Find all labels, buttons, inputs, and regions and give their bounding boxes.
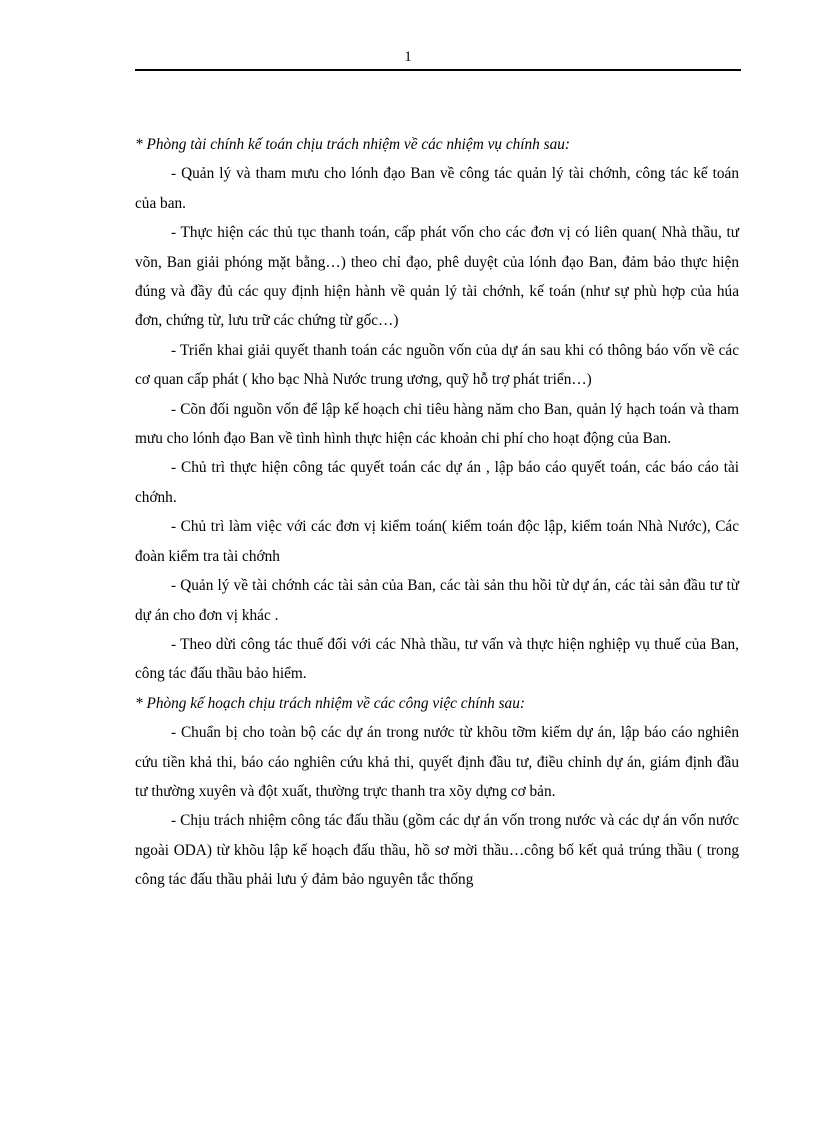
- header-rule: [135, 69, 741, 71]
- paragraph: - Chuẩn bị cho toàn bộ các dự án trong nước từ khõu tỡm kiếm dự án, lập báo cáo nghiên cứu tiền khả thi, báo cáo nghiên cứu khả thi, quyết định đầu tư, điều chỉnh dự án, giám định đầu tư thường xuyên và đột xuất, thường trực thanh tra xõy dựng cơ bản.: [135, 724, 739, 800]
- paragraph: - Chủ trì làm việc với các đơn vị kiểm toán( kiểm toán độc lập, kiểm toán Nhà Nước), Các đoàn kiểm tra tài chớnh: [135, 518, 739, 565]
- page-number: 1: [404, 49, 412, 65]
- paragraph: - Theo dừi công tác thuế đối với các Nhà thầu, tư vấn và thực hiện nghiệp vụ thuế của Ban, công tác đấu thầu bảo hiểm.: [135, 635, 739, 683]
- paragraph: - Cõn đối nguồn vốn để lập kế hoạch chi tiêu hàng năm cho Ban, quản lý hạch toán và tham mưu cho lónh đạo Ban về tình hình thực hiện các khoản chi phí cho hoạt động của Ban.: [135, 400, 739, 448]
- paragraph: - Chịu trách nhiệm công tác đấu thầu (gồm các dự án vốn trong nước và các dự án vốn nước ngoài ODA) từ khõu lập kế hoạch đấu thầu, hồ sơ mời thầu…công bố kết quả trúng thầu ( trong công tác đấu thầu phải lưu ý đảm bảo nguyên tắc thống: [135, 812, 739, 889]
- section-heading-planning: * Phòng kế hoạch chịu trách nhiệm về các công việc chính sau:: [135, 694, 525, 712]
- paragraph: - Quản lý về tài chớnh các tài sản của Ban, các tài sản thu hồi từ dự án, các tài sản đầu tư từ dự án cho đơn vị khác .: [135, 577, 739, 624]
- document-body: [135, 130, 739, 895]
- paragraph: - Thực hiện các thủ tục thanh toán, cấp phát vốn cho các đơn vị có liên quan( Nhà thầu, tư võn, Ban giải phóng mặt bằng…) theo chỉ đạo, phê duyệt của lónh đạo Ban, đảm bảo thực hiện đúng và đầy đủ các quy định hiện hành về quản lý tài chớnh, kế toán (như sự phù hợp của húa đơn, chứng từ, lưu trữ các chứng từ gốc…): [135, 224, 739, 330]
- section-heading-finance: * Phòng tài chính kế toán chịu trách nhiệm về các nhiệm vụ chính sau:: [135, 136, 570, 153]
- paragraph: - Quản lý và tham mưu cho lónh đạo Ban về công tác quản lý tài chớnh, công tác kế toán của ban.: [135, 165, 739, 212]
- paragraph: - Triển khai giải quyết thanh toán các nguồn vốn của dự án sau khi có thông báo vốn về các cơ quan cấp phát ( kho bạc Nhà Nước trung ương, quỹ hỗ trợ phát triển…): [135, 341, 739, 389]
- paragraph: - Chủ trì thực hiện công tác quyết toán các dự án , lập báo cáo quyết toán, các báo cáo tài chớnh.: [135, 459, 739, 506]
